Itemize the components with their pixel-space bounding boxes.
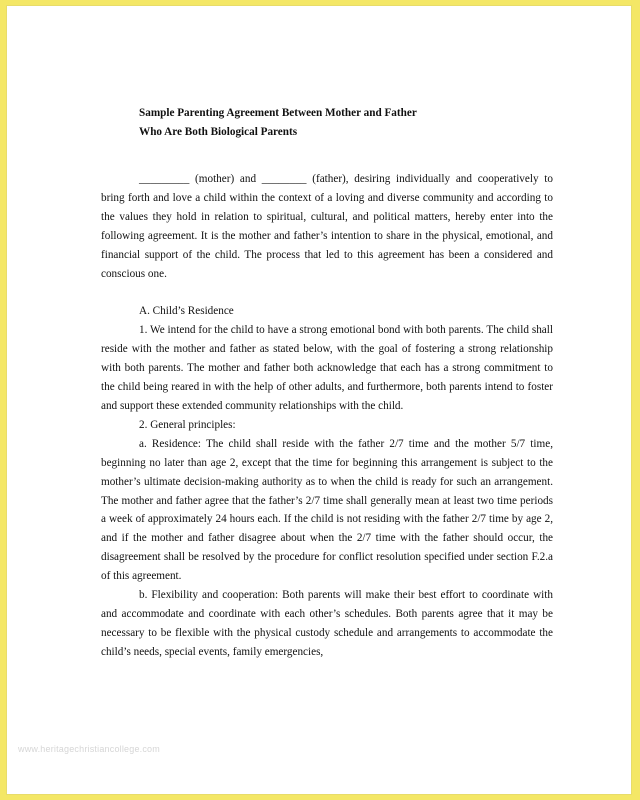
document-page bbox=[6, 5, 632, 795]
section-a-heading: A. Child’s Residence bbox=[139, 305, 234, 318]
paragraph-2a: a. Residence: The child shall reside with the father 2/7 time and the mother 5/7 time, beginning no later than age 2, except that the time for beginning this arrangement is subject to the mother’s ultimate decision-making authority as to when the child is ready for such an arrangement. The mother and father agree that the father’s 2/7 time shall generally mean at least two time periods a week of approximately 24 hours each. If the child is not residing with the father 2/7 time by age 2, and if the mother and father disagree about when the 2/7 time with the father should occur, the disagreement shall be resolved by the procedure for conflict resolution specified under section F.2.a of this agreement. bbox=[101, 437, 553, 583]
paragraph-1: 1. We intend for the child to have a strong emotional bond with both parents. The child shall reside with the mother and father as stated below, with the goal of fostering a strong relationship with both parents. The mother and father both acknowledge that each has a strong commitment to the child being reared in with the help of other adults, and furthermore, both parents intend to foster and support these extended community relationships with the child. bbox=[101, 324, 553, 412]
document-body bbox=[101, 104, 553, 662]
intro-paragraph: _________ (mother) and ________ (father), desiring individually and cooperatively to bring forth and love a child within the context of a loving and diverse community and according to the values they hold in relation to spiritual, cultural, and political matters, hereby enter into the following agreement. It is the mother and father’s intention to share in the physical, emotional, and financial support of the child. The process that led to this agreement has been a considered and conscious one. bbox=[101, 173, 553, 280]
paragraph-2b: b. Flexibility and cooperation: Both parents will make their best effort to coordinate with and accommodate and coordinate with each other’s schedules. Both parents agree that it may be necessary to be flexible with the physical custody schedule and arrangements to accommodate the child’s needs, special events, family emergencies, bbox=[101, 589, 553, 658]
watermark: www.heritagechristiancollege.com bbox=[18, 744, 160, 754]
doc-title-line-1: Sample Parenting Agreement Between Mother and Father bbox=[139, 107, 417, 119]
doc-title-line-2: Who Are Both Biological Parents bbox=[139, 126, 298, 138]
paragraph-2: 2. General principles: bbox=[139, 418, 236, 431]
